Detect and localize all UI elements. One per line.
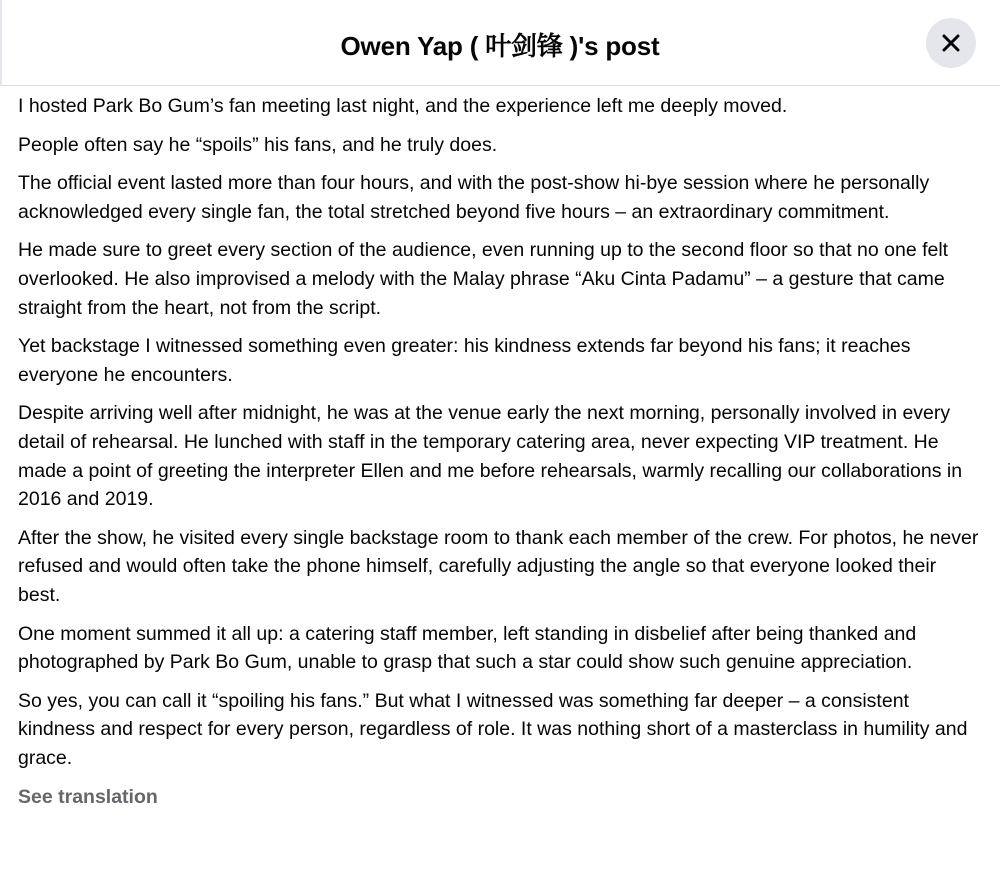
- see-translation-link[interactable]: See translation: [18, 786, 158, 809]
- post-paragraph: After the show, he visited every single backstage room to thank each member of the crew. For photos, he never refused and would often take the phone himself, carefully adjusting the angle so that everyone looked their best.: [18, 526, 979, 606]
- close-icon: [939, 31, 963, 55]
- post-paragraph: Yet backstage I witnessed something even greater: his kindness extends far beyond his fans; it reaches everyone he encounters.: [18, 335, 911, 386]
- post-body: [0, 86, 1000, 809]
- post-paragraph: So yes, you can call it “spoiling his fans.” But what I witnessed was something far deeper – a consistent kindness and respect for every person, regardless of role. It was nothing short of a masterclass in humility and grace.: [18, 689, 968, 769]
- post-paragraph: One moment summed it all up: a catering staff member, left standing in disbelief after being thanked and photographed by Park Bo Gum, unable to grasp that such a star could show such genuine appreciation.: [18, 622, 917, 674]
- dialog-header: [0, 0, 1000, 86]
- post-paragraph: He made sure to greet every section of the audience, even running up to the second floor so that no one felt overlooked. He also improvised a melody with the Malay phrase “Aku Cinta Padamu” – a gesture that came straight from the heart, not from the script.: [18, 239, 949, 319]
- dialog-title: Owen Yap ( 叶剑锋 )'s post: [340, 31, 660, 61]
- post-paragraph: I hosted Park Bo Gum’s fan meeting last night, and the experience left me deeply moved.: [18, 95, 788, 117]
- post-paragraph: People often say he “spoils” his fans, and he truly does.: [18, 133, 498, 156]
- close-button[interactable]: [926, 18, 976, 68]
- post-paragraph: Despite arriving well after midnight, he was at the venue early the next morning, personally involved in every detail of rehearsal. He lunched with staff in the temporary catering area, never expecting VIP treatment. He made a point of greeting the interpreter Ellen and me before rehearsals, warmly recalling our collaborations in 2016 and 2019.: [18, 402, 963, 511]
- post-paragraph: The official event lasted more than four hours, and with the post-show hi-bye session where he personally acknowledged every single fan, the total stretched beyond five hours – an extraordinary commitment.: [18, 172, 930, 223]
